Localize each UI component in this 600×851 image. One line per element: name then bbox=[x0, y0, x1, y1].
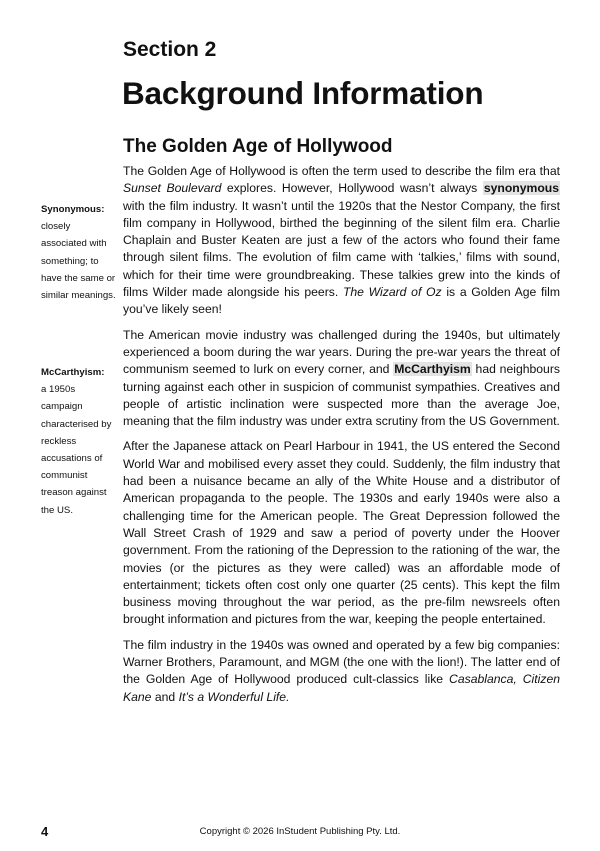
film-title: The Wizard of Oz bbox=[342, 285, 442, 300]
sidenote-definition: a 1950s campaign characterised by reckless accusations of communist treason against the US. bbox=[41, 384, 112, 516]
section-label: Section 2 bbox=[123, 38, 217, 61]
sidenote-definition: closely associated with something; to have the same or similar meanings. bbox=[41, 221, 116, 302]
paragraph-pearl-harbour: After the Japanese attack on Pearl Harbour in 1941, the US entered the Second World War and mobilised every asset they could. Suddenly, the film industry that had been a nuisance became an ally of the White House and a distributor of American propaganda to the people. The 1930s and early 1940s were also a challenging time for the American people. The Great Depression followed the Wall Street Crash of 1929 and saw a period of poverty under the Hoover government. From the rationing of the Depression to the rationing of the war, the movies (or the pictures as they were called) was an affordable mode of entertainment; tickets often cost only one quarter (25 cents). This kept the film business moving throughout the war period, as the pre-film newsreels often brought information and pictures from the war, keeping the people entertained. bbox=[123, 439, 560, 627]
sidenote-term: Synonymous: bbox=[41, 204, 105, 215]
subheading: The Golden Age of Hollywood bbox=[123, 136, 393, 157]
page-title: Background Information bbox=[122, 75, 484, 111]
text-run: with the film industry. It wasn’t until the 1920s that the Nestor Company, the first film company in Hollywood, birthed the beginning of the silent film era. Charlie Chaplain and Buster Keaten are just a few of the actors who found their fame through silent films. The evolution of film came with ‘talkies,’ films with sound, which for their time were groundbreaking. These talkies grew into the kinds of films Wilder made alongside his peers. bbox=[123, 198, 560, 300]
glossary-term-synonymous: synonymous bbox=[483, 181, 559, 196]
text-run: The film industry in the 1940s was owned and operated by a few big companies: Warner Brothers, Paramount, and MGM (the one with the lion!). The latter end of the Golden Age of Hollywood produced cult-classics like bbox=[123, 637, 560, 687]
film-title: It’s a Wonderful Life. bbox=[178, 689, 290, 704]
page-number: 4 bbox=[41, 824, 49, 839]
text-run: had neighbours turning against each other in suspicion of communist sympathies. Creatives and people of artistic inclination were suspected more than the average Joe, meaning that the film industry was under extra scrutiny from the US Government. bbox=[123, 362, 560, 429]
copyright-notice: Copyright © 2026 InStudent Publishing Pty. Ltd. bbox=[199, 826, 401, 837]
text-run: explores. However, Hollywood wasn’t always bbox=[221, 181, 483, 196]
paragraph-1940s-industry bbox=[123, 327, 560, 431]
text-run: and bbox=[151, 689, 179, 704]
sidenote-synonymous bbox=[41, 201, 117, 304]
sidenote-term: McCarthyism: bbox=[41, 367, 105, 378]
glossary-term-mccarthyism: McCarthyism bbox=[394, 362, 471, 377]
text-run: The American movie industry was challenged during the 1940s, but ultimately experienced a boom during the war years. During the pre-war years the threat of communism seemed to lurk on every corner, and bbox=[123, 327, 560, 377]
sidenote-mccarthyism bbox=[41, 364, 117, 519]
paragraph-big-studios bbox=[123, 637, 560, 706]
text-run: The Golden Age of Hollywood is often the term used to describe the film era that bbox=[123, 164, 560, 178]
film-title: Casablanca, Citizen Kane bbox=[123, 672, 561, 704]
text-run: is a Golden Age film you’ve likely seen! bbox=[123, 285, 560, 317]
paragraph-golden-age bbox=[123, 163, 560, 319]
film-title: Sunset Boulevard bbox=[123, 181, 222, 196]
main-column bbox=[123, 163, 560, 714]
